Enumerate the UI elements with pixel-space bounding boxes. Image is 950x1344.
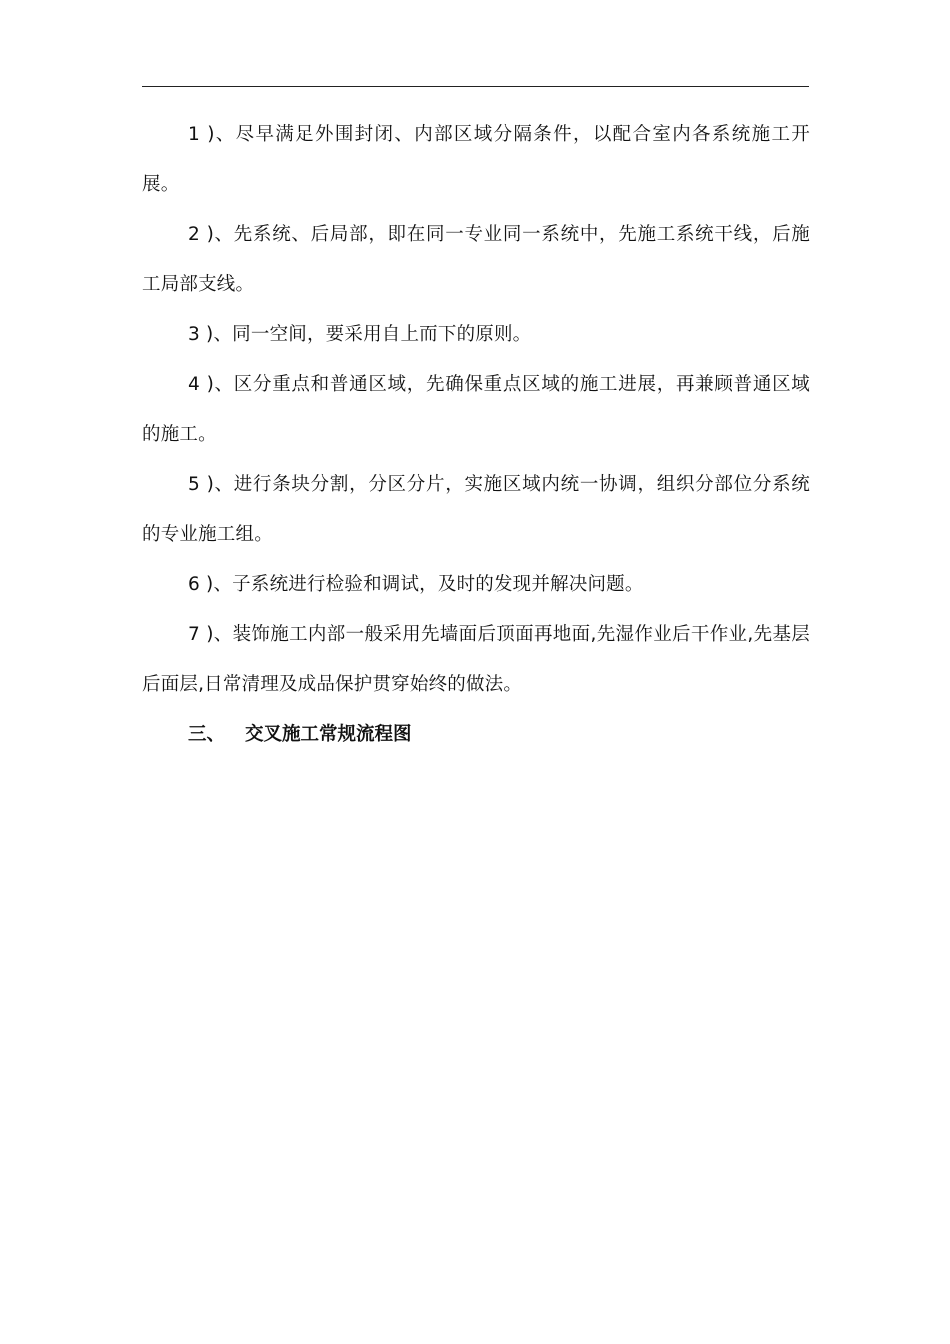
section-number: 三、: [188, 724, 226, 745]
paragraph-item-2: 2 )、先系统、后局部，即在同一专业同一系统中，先施工系统干线，后施工局部支线。: [142, 224, 810, 295]
paragraph-item-1: 1 )、尽早满足外围封闭、内部区域分隔条件，以配合室内各系统施工开展。: [142, 124, 810, 195]
paragraph-item-6: 6 )、子系统进行检验和调试，及时的发现并解决问题。: [188, 574, 644, 595]
header-rule: [142, 86, 809, 87]
section-heading: [142, 710, 810, 760]
paragraph-item-7: 7 )、装饰施工内部一般采用先墙面后顶面再地面,先湿作业后干作业,先基层后面层,日常清理及成品保护贯穿始终的做法。: [142, 624, 810, 695]
section-title: 交叉施工常规流程图: [245, 724, 412, 745]
paragraph-item-5: 5 )、进行条块分割，分区分片，实施区域内统一协调，组织分部位分系统的专业施工组。: [142, 474, 810, 545]
document-body: [142, 110, 810, 760]
paragraph-item-3: 3 )、同一空间，要采用自上而下的原则。: [188, 324, 532, 345]
paragraph-item-4: 4 )、区分重点和普通区域，先确保重点区域的施工进展，再兼顾普通区域的施工。: [142, 374, 810, 445]
